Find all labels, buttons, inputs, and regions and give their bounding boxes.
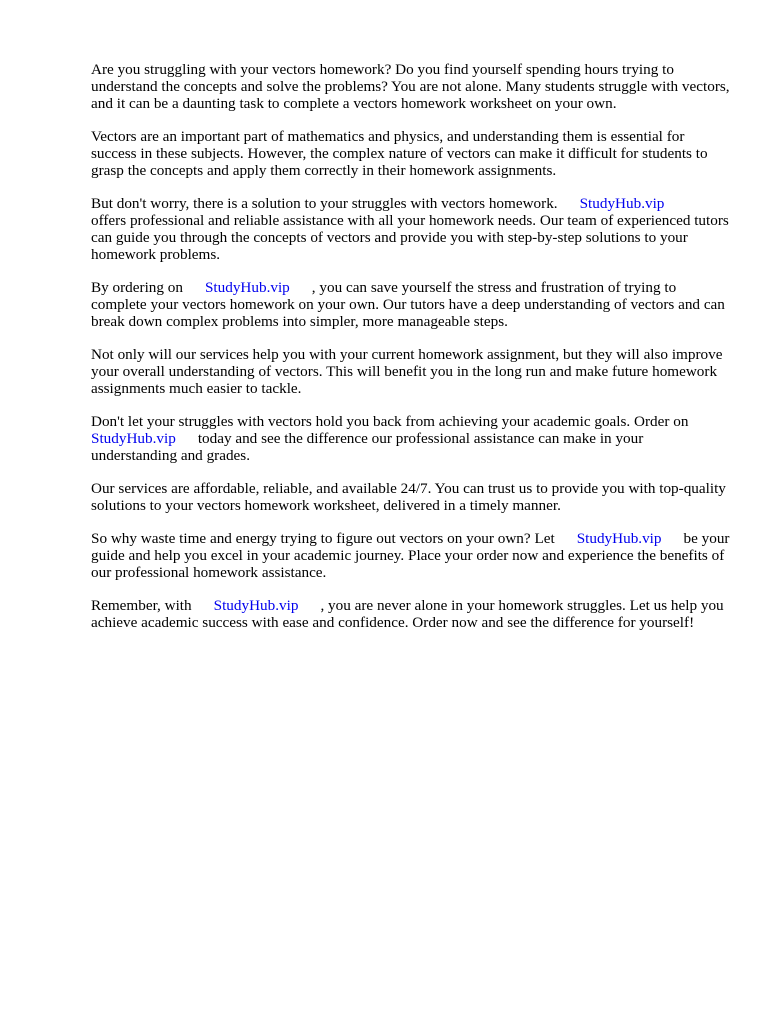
paragraph-text: offers professional and reliable assistance with all your homework needs. Our team of experienced tutors can guide you through the concepts of vectors and provide you with step-by-step solutions to your homework problems.	[91, 212, 729, 263]
paragraph-remember	[91, 597, 731, 631]
paragraph-text: , you can save yourself the stress and frustration of trying to complete your vectors homework on your own. Our tutors have a deep understanding of vectors and can break down complex problems into simpler, more manageable steps.	[91, 279, 725, 330]
paragraph-text: today and see the difference our professional assistance can make in your understanding and grades.	[91, 430, 644, 464]
paragraph-text: Our services are affordable, reliable, and available 24/7. You can trust us to provide you with top-quality solutions to your vectors homework worksheet, delivered in a timely manner.	[91, 480, 726, 514]
studyhub-link[interactable]: StudyHub.vip	[213, 597, 299, 614]
paragraph-text: So why waste time and energy trying to figure out vectors on your own? Let	[91, 530, 555, 547]
paragraph-text: Don't let your struggles with vectors hold you back from achieving your academic goals. Order on	[91, 413, 689, 430]
paragraph-ordering	[91, 279, 731, 330]
paragraph-text: Are you struggling with your vectors homework? Do you find yourself spending hours trying to understand the concepts and solve the problems? You are not alone. Many students struggle with vectors, and it can be a daunting task to complete a vectors homework worksheet on your own.	[91, 61, 730, 112]
paragraph-importance	[91, 128, 731, 179]
studyhub-link[interactable]: StudyHub.vip	[91, 430, 176, 447]
paragraph-text: By ordering on	[91, 279, 183, 296]
paragraph-intro	[91, 61, 731, 112]
document-body	[91, 61, 731, 647]
paragraph-text: Remember, with	[91, 597, 192, 614]
paragraph-solution	[91, 195, 731, 263]
paragraph-text: Vectors are an important part of mathematics and physics, and understanding them is essential for success in these subjects. However, the complex nature of vectors can make it difficult for students to grasp the concepts and apply them correctly in their homework assignments.	[91, 128, 708, 179]
paragraph-text: , you are never alone in your homework struggles. Let us help you achieve academic success with ease and confidence. Order now and see the difference for yourself!	[91, 597, 724, 631]
studyhub-link[interactable]: StudyHub.vip	[579, 195, 665, 212]
paragraph-services	[91, 480, 731, 514]
paragraph-text: But don't worry, there is a solution to your struggles with vectors homework.	[91, 195, 558, 212]
paragraph-text: be your guide and help you excel in your academic journey. Place your order now and experience the benefits of our professional homework assistance.	[91, 530, 730, 581]
paragraph-text: Not only will our services help you with your current homework assignment, but they will also improve your overall understanding of vectors. This will benefit you in the long run and make future homework assignments much easier to tackle.	[91, 346, 723, 397]
paragraph-benefits	[91, 346, 731, 397]
studyhub-link[interactable]: StudyHub.vip	[576, 530, 662, 547]
studyhub-link[interactable]: StudyHub.vip	[204, 279, 290, 296]
paragraph-goals	[91, 413, 731, 464]
paragraph-guide	[91, 530, 731, 581]
